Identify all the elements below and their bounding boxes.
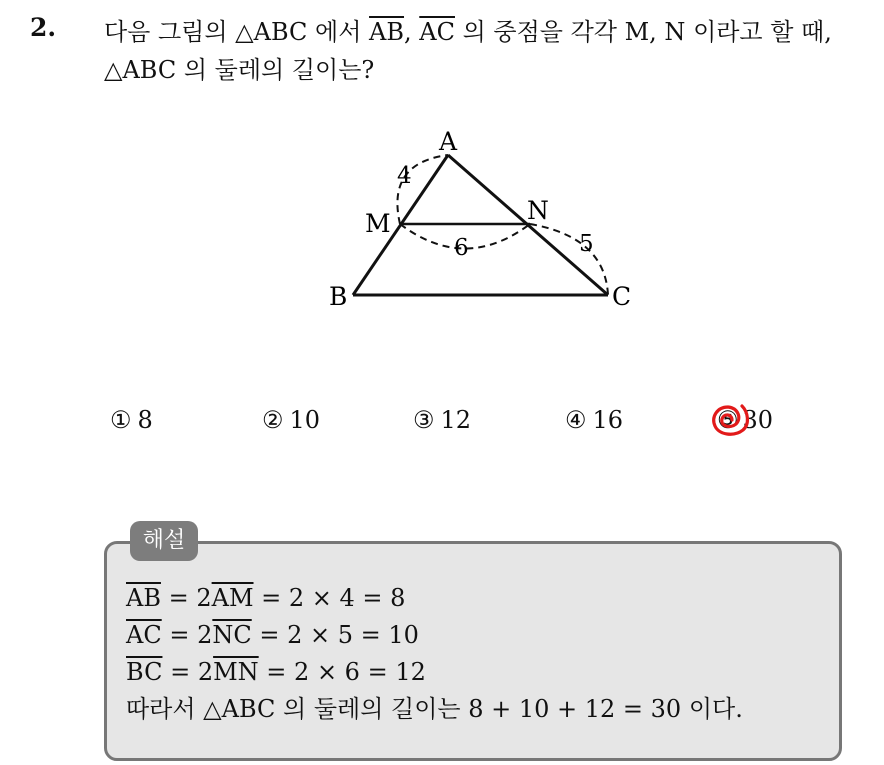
segment-bc: $\overline{BC}$ [126, 658, 163, 686]
triangle-figure [320, 125, 650, 315]
choice-4[interactable] [565, 398, 623, 442]
choice-2[interactable] [262, 398, 320, 442]
segment-am: $\overline{AM}$ [211, 584, 254, 612]
choice-number: ⑤ [717, 406, 739, 434]
label-a: A [439, 127, 458, 156]
solution-conclusion: 따라서 △ABC 의 둘레의 길이는 8 + 10 + 12 = 30 이다. [126, 695, 743, 723]
answer-mark-icon [706, 398, 752, 440]
solution-text-part: = 2 × 6 = 12 [258, 658, 426, 686]
choice-number: ③ [413, 406, 435, 434]
solution-tag: 해설 [130, 521, 198, 561]
question-text-part: 의 중점을 각각 M, N 이라고 할 때, [454, 18, 832, 46]
segment-ab: $\overline{AB}$ [369, 18, 405, 46]
solution-text-part: = 2 × 5 = 10 [251, 621, 419, 649]
question-number: 2. [30, 13, 57, 42]
solution-line-3 [126, 654, 743, 691]
choice-number: ② [262, 406, 284, 434]
length-mn: 6 [454, 235, 469, 261]
question-text-part: 다음 그림의 △ABC 에서 [104, 18, 370, 46]
segment-mn: $\overline{MN}$ [213, 658, 259, 686]
choice-number: ④ [565, 406, 587, 434]
segment-nc: $\overline{NC}$ [212, 621, 252, 649]
solution-line-1 [126, 580, 743, 617]
segment-ab: $\overline{AB}$ [126, 584, 161, 612]
question-line-2: △ABC 의 둘레의 길이는? [104, 56, 375, 84]
solution-text-part: = 2 [160, 584, 212, 612]
question-text-part: , [404, 18, 420, 46]
question-text [104, 13, 874, 89]
solution-text-part: = 2 × 4 = 8 [253, 584, 406, 612]
solution-text-part: = 2 [161, 621, 213, 649]
solution-line-2 [126, 617, 743, 654]
choice-value: 10 [289, 406, 321, 434]
label-b: B [329, 282, 348, 311]
segment-ac: $\overline{AC}$ [419, 18, 455, 46]
solution-text-part: = 2 [162, 658, 214, 686]
choice-1[interactable] [110, 398, 153, 442]
length-am: 4 [397, 163, 412, 189]
label-c: C [612, 282, 632, 311]
solution-content [126, 580, 743, 728]
choice-value: 16 [592, 406, 624, 434]
choice-value: 8 [137, 406, 153, 434]
length-nc: 5 [579, 231, 594, 257]
choice-value: 12 [440, 406, 472, 434]
choice-3[interactable] [413, 398, 471, 442]
label-n: N [527, 196, 549, 225]
segment-ac: $\overline{AC}$ [126, 621, 162, 649]
choice-value: 30 [742, 406, 774, 434]
label-m: M [365, 209, 391, 238]
choice-number: ① [110, 406, 132, 434]
question-line-1 [104, 13, 874, 51]
